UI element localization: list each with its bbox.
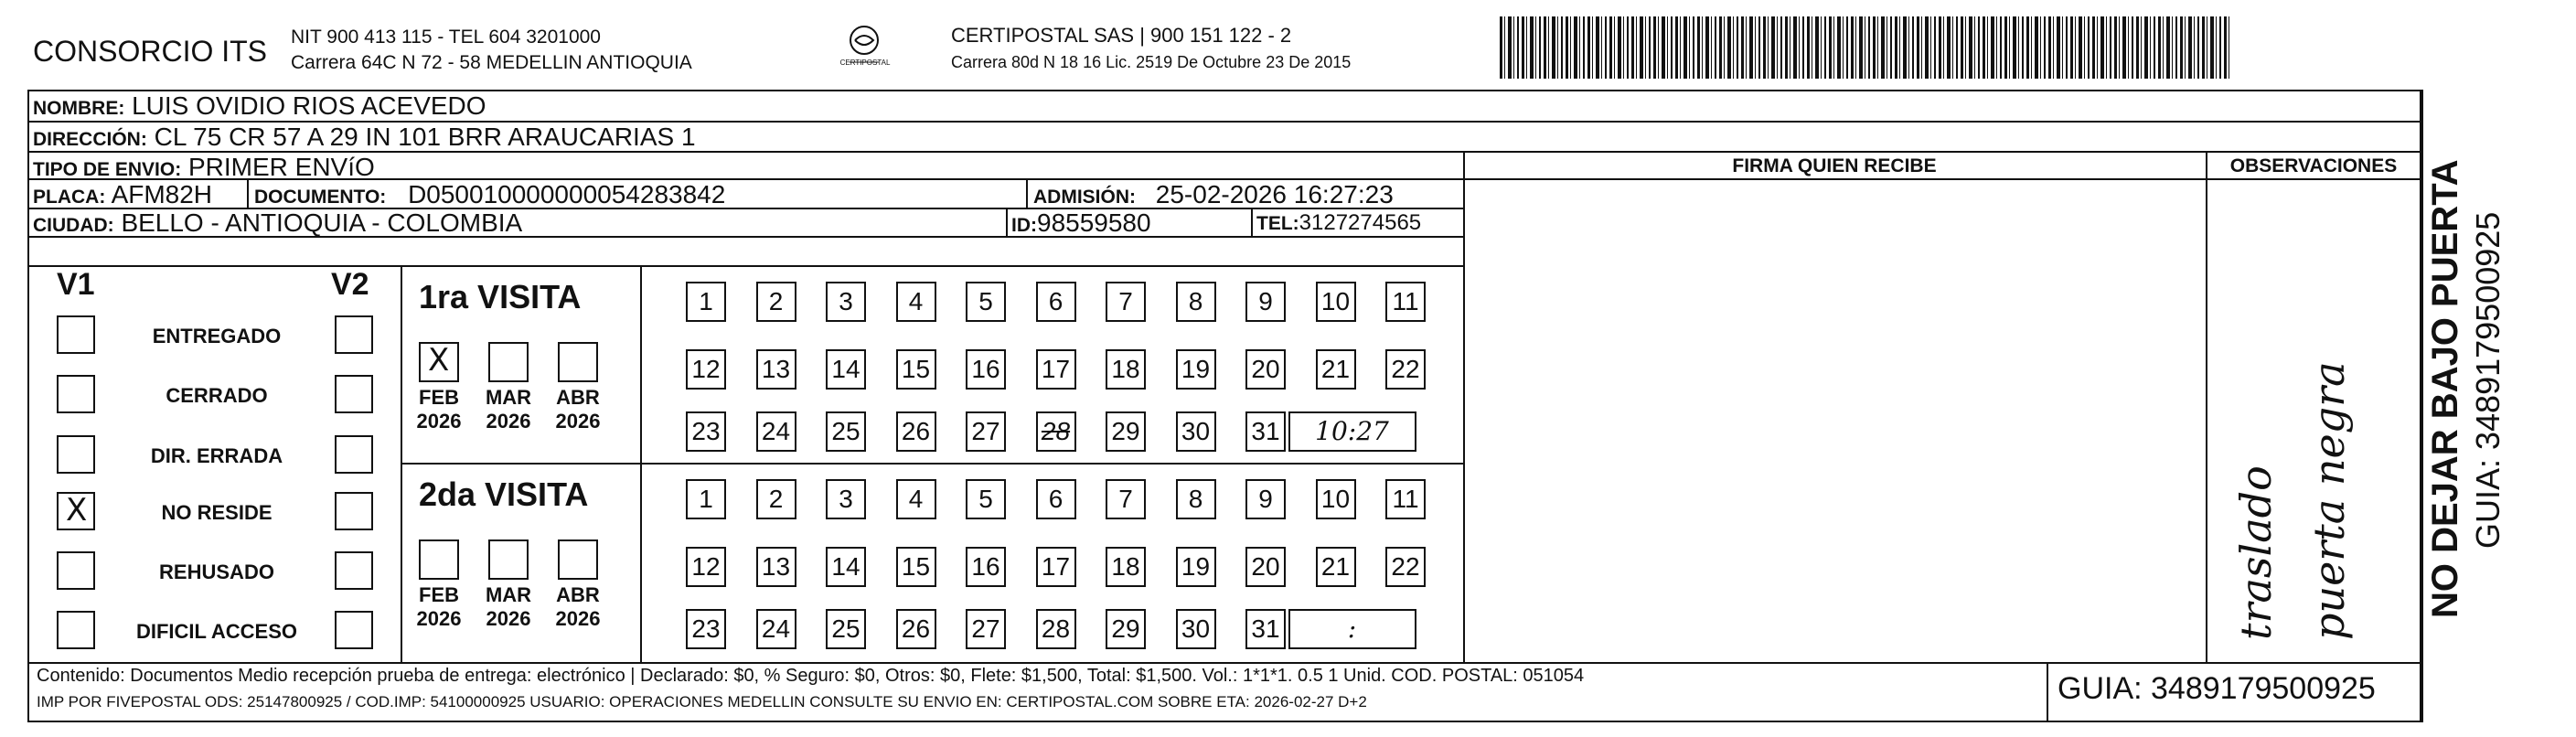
ciudad-label: CIUDAD: <box>33 215 114 236</box>
v1-label: V1 <box>57 267 95 302</box>
tel-label: TEL: <box>1256 213 1299 234</box>
status-label: ENTREGADO <box>152 325 282 347</box>
year-label: 2026 <box>486 607 531 630</box>
month-checkbox[interactable] <box>419 539 459 580</box>
day-box[interactable]: 21 <box>1316 349 1356 390</box>
status-label: NO RESIDE <box>161 501 273 524</box>
month-label: FEB <box>419 386 459 409</box>
year-label: 2026 <box>486 410 531 433</box>
day-box[interactable]: 29 <box>1106 609 1146 649</box>
day-box[interactable]: 7 <box>1106 479 1146 519</box>
month-label: FEB <box>419 583 459 606</box>
day-box[interactable]: 23 <box>686 609 726 649</box>
operator-name: CERTIPOSTAL SAS | 900 151 122 - 2 <box>951 24 1292 47</box>
side-guia: GUIA: 3489179500925 <box>2469 211 2507 549</box>
year-label: 2026 <box>555 607 601 630</box>
operator-address: Carrera 80d N 18 16 Lic. 2519 De Octubre 23 De 2015 <box>951 53 1352 71</box>
day-box[interactable]: 14 <box>826 349 866 390</box>
v1-checkbox[interactable] <box>57 375 95 413</box>
day-box[interactable]: 31 <box>1245 411 1286 452</box>
month-checkbox[interactable] <box>488 539 529 580</box>
admision-label: ADMISIÓN: <box>1033 187 1136 208</box>
placa-row <box>33 180 212 209</box>
id-label: ID: <box>1011 215 1037 236</box>
nombre-value: LUIS OVIDIO RIOS ACEVEDO <box>132 91 486 120</box>
time-box[interactable]: 10:27 <box>1288 411 1416 452</box>
tipo-row <box>33 153 375 182</box>
day-box[interactable]: 10 <box>1316 479 1356 519</box>
tipo-label: TIPO DE ENVIO: <box>33 159 182 180</box>
month-label: ABR <box>556 386 600 409</box>
day-box[interactable]: 29 <box>1106 411 1146 452</box>
month-label: MAR <box>485 583 532 606</box>
certipostal-logo-icon <box>837 22 892 75</box>
day-box[interactable]: 30 <box>1176 411 1216 452</box>
direccion-label: DIRECCIÓN: <box>33 129 147 150</box>
v2-checkbox[interactable] <box>335 435 373 474</box>
year-label: 2026 <box>416 410 462 433</box>
v2-checkbox[interactable] <box>335 375 373 413</box>
v2-checkbox[interactable] <box>335 551 373 590</box>
day-box[interactable]: 7 <box>1106 282 1146 322</box>
year-label: 2026 <box>416 607 462 630</box>
day-box[interactable]: 10 <box>1316 282 1356 322</box>
tel-value: 3127274565 <box>1299 210 1422 235</box>
day-box[interactable]: 31 <box>1245 609 1286 649</box>
day-box[interactable]: 28 <box>1036 609 1076 649</box>
day-box[interactable]: 15 <box>896 547 936 587</box>
day-box[interactable]: 17 <box>1036 547 1076 587</box>
observation-handwriting-1: traslado <box>2231 465 2281 640</box>
day-box[interactable]: 8 <box>1176 282 1216 322</box>
tipo-value: PRIMER ENVíO <box>187 153 375 181</box>
day-box[interactable]: 20 <box>1245 547 1286 587</box>
logo-text: CERTIPOSTAL <box>839 59 891 67</box>
month-label: ABR <box>556 583 600 606</box>
direccion-value: CL 75 CR 57 A 29 IN 101 BRR ARAUCARIAS 1 <box>154 123 696 151</box>
day-box[interactable]: 28 <box>1036 411 1076 452</box>
day-box[interactable]: 5 <box>966 282 1006 322</box>
day-box[interactable]: 3 <box>826 479 866 519</box>
documento-label: DOCUMENTO: <box>254 187 387 208</box>
tel-row <box>1256 210 1421 236</box>
v1-checkbox[interactable] <box>57 492 95 530</box>
day-box[interactable]: 25 <box>826 411 866 452</box>
barcode <box>1500 16 2231 79</box>
check-mark-icon: X <box>428 342 450 379</box>
day-box[interactable]: 21 <box>1316 547 1356 587</box>
visit-title: 1ra VISITA <box>419 278 582 315</box>
day-box[interactable]: 20 <box>1245 349 1286 390</box>
day-box[interactable]: 24 <box>756 411 796 452</box>
year-label: 2026 <box>555 410 601 433</box>
v2-checkbox[interactable] <box>335 315 373 354</box>
footer-contenido: Contenido: Documentos Medio recepción prueba de entrega: electrónico | Declarado: $0, % Seguro: $0, Otros: $0, Flete: $1,500, Total: $1,500. Vol.: 1*1*1. 0.5 1 Unid. COD. POSTAL: 051054 <box>37 666 1585 686</box>
placa-label: PLACA: <box>33 187 106 208</box>
footer-imp: IMP POR FIVEPOSTAL ODS: 25147800925 / COD.IMP: 54100000925 USUARIO: OPERACIONES MEDELLIN CONSULTE SU ENVIO EN: CERTIPOSTAL.COM SOBRE ETA: 2026-02-27 D+2 <box>37 693 1367 710</box>
v2-checkbox[interactable] <box>335 611 373 649</box>
day-box[interactable]: 22 <box>1385 349 1426 390</box>
status-label: CERRADO <box>166 384 268 407</box>
day-box[interactable]: 3 <box>826 282 866 322</box>
day-box[interactable]: 25 <box>826 609 866 649</box>
day-box[interactable]: 14 <box>826 547 866 587</box>
day-box[interactable]: 1 <box>686 479 726 519</box>
side-warning: NO DEJAR BAJO PUERTA <box>2425 159 2465 618</box>
visit-title: 2da VISITA <box>419 475 589 513</box>
day-box[interactable]: 8 <box>1176 479 1216 519</box>
day-box[interactable]: 19 <box>1176 349 1216 390</box>
day-box[interactable]: 30 <box>1176 609 1216 649</box>
day-box[interactable]: 11 <box>1385 282 1426 322</box>
firma-label: FIRMA QUIEN RECIBE <box>1732 155 1937 176</box>
day-box[interactable]: 4 <box>896 479 936 519</box>
day-box[interactable]: 26 <box>896 411 936 452</box>
day-box[interactable]: 6 <box>1036 479 1076 519</box>
company-nit: NIT 900 413 115 - TEL 604 3201000 <box>291 27 601 48</box>
day-box[interactable]: 9 <box>1245 282 1286 322</box>
id-value: 98559580 <box>1037 208 1151 237</box>
month-checkbox[interactable] <box>419 342 459 382</box>
day-box[interactable]: 22 <box>1385 547 1426 587</box>
observaciones-label: OBSERVACIONES <box>2229 155 2398 176</box>
id-row <box>1011 208 1151 238</box>
month-checkbox[interactable] <box>488 342 529 382</box>
status-label: REHUSADO <box>159 561 274 583</box>
day-box[interactable]: 26 <box>896 609 936 649</box>
month-checkbox[interactable] <box>558 342 598 382</box>
day-box[interactable]: 15 <box>896 349 936 390</box>
day-box[interactable]: 24 <box>756 609 796 649</box>
day-box[interactable]: 2 <box>756 282 796 322</box>
direccion-row <box>33 123 696 152</box>
day-box[interactable]: 23 <box>686 411 726 452</box>
footer-guia: GUIA: 3489179500925 <box>2058 671 2376 706</box>
day-box[interactable]: 16 <box>966 547 1006 587</box>
observation-handwriting-2: puerta negra <box>2304 361 2354 640</box>
v1-checkbox[interactable] <box>57 611 95 649</box>
placa-value: AFM82H <box>111 180 213 208</box>
day-box[interactable]: 27 <box>966 609 1006 649</box>
admision-value: 25-02-2026 16:27:23 <box>1155 180 1394 208</box>
v2-label: V2 <box>331 267 369 302</box>
v2-checkbox[interactable] <box>335 492 373 530</box>
nombre-label: NOMBRE: <box>33 98 125 119</box>
day-box[interactable]: 16 <box>966 349 1006 390</box>
day-box[interactable]: 9 <box>1245 479 1286 519</box>
day-box[interactable]: 11 <box>1385 479 1426 519</box>
check-mark-icon: X <box>66 492 88 529</box>
day-box[interactable]: 17 <box>1036 349 1076 390</box>
day-box[interactable]: 19 <box>1176 547 1216 587</box>
day-box[interactable]: 1 <box>686 282 726 322</box>
month-label: MAR <box>485 386 532 409</box>
day-box[interactable]: 12 <box>686 547 726 587</box>
day-box[interactable]: 6 <box>1036 282 1076 322</box>
time-box[interactable]: : <box>1288 609 1416 649</box>
ciudad-row <box>33 208 522 238</box>
status-label: DIFICIL ACCESO <box>135 620 297 643</box>
nombre-row <box>33 91 486 121</box>
documento-row <box>254 180 725 209</box>
v1-checkbox[interactable] <box>57 315 95 354</box>
company-address: Carrera 64C N 72 - 58 MEDELLIN ANTIOQUIA <box>291 52 692 73</box>
status-label: DIR. ERRADA <box>150 444 283 467</box>
day-box[interactable]: 12 <box>686 349 726 390</box>
day-box[interactable]: 2 <box>756 479 796 519</box>
day-box[interactable]: 13 <box>756 547 796 587</box>
v1-checkbox[interactable] <box>57 435 95 474</box>
day-box[interactable]: 4 <box>896 282 936 322</box>
day-box[interactable]: 5 <box>966 479 1006 519</box>
day-box[interactable]: 18 <box>1106 547 1146 587</box>
v1-checkbox[interactable] <box>57 551 95 590</box>
company-name: CONSORCIO ITS <box>33 35 268 68</box>
admision-row <box>1033 180 1394 209</box>
day-box[interactable]: 13 <box>756 349 796 390</box>
ciudad-value: BELLO - ANTIOQUIA - COLOMBIA <box>121 208 523 237</box>
day-box[interactable]: 18 <box>1106 349 1146 390</box>
documento-value: D050010000000054283842 <box>408 180 726 208</box>
day-box[interactable]: 27 <box>966 411 1006 452</box>
month-checkbox[interactable] <box>558 539 598 580</box>
